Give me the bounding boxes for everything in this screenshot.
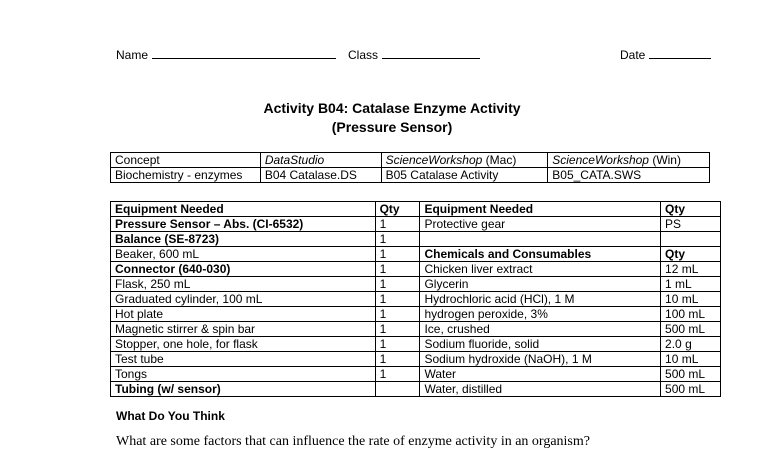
equipment-qty: 1 <box>375 277 420 292</box>
equipment-header-row <box>111 202 721 217</box>
section-heading: What Do You Think <box>116 409 225 423</box>
equipment-qty: 1 <box>375 307 420 322</box>
chemical-qty: 500 mL <box>661 382 721 397</box>
table-row <box>111 382 721 397</box>
name-label: Name <box>116 48 149 62</box>
qty-header: Qty <box>375 202 420 217</box>
chemical-qty: Qty <box>661 247 721 262</box>
sw-win-file: B05_CATA.SWS <box>548 168 710 183</box>
equipment-header: Equipment Needed <box>111 202 376 217</box>
equipment-item: Connector (640-030) <box>111 262 376 277</box>
chemical-qty: 2.0 g <box>661 337 721 352</box>
software-value-row <box>111 168 710 183</box>
chemical-item: Hydrochloric acid (HCl), 1 M <box>420 292 661 307</box>
equipment-qty: 1 <box>375 322 420 337</box>
equipment-item: Pressure Sensor – Abs. (CI-6532) <box>111 217 376 232</box>
equipment-rows <box>111 217 721 397</box>
sw-mac-header: ScienceWorkshop (Mac) <box>381 153 548 168</box>
name-blank[interactable] <box>152 46 336 59</box>
chemical-item: hydrogen peroxide, 3% <box>420 307 661 322</box>
chemical-item: Ice, crushed <box>420 322 661 337</box>
chemical-item: Water, distilled <box>420 382 661 397</box>
equipment-item: Balance (SE-8723) <box>111 232 376 247</box>
chemical-qty: 100 mL <box>661 307 721 322</box>
sw-win-header: ScienceWorkshop (Win) <box>548 153 710 168</box>
table-row <box>111 337 721 352</box>
equipment-header: Equipment Needed <box>420 202 661 217</box>
table-row <box>111 292 721 307</box>
table-row <box>111 247 721 262</box>
datastudio-header: DataStudio <box>260 153 381 168</box>
date-field[interactable] <box>620 46 711 62</box>
table-row <box>111 352 721 367</box>
equipment-item: Tongs <box>111 367 376 382</box>
chemical-qty: 500 mL <box>661 367 721 382</box>
chemical-qty: PS <box>661 217 721 232</box>
qty-header: Qty <box>661 202 721 217</box>
table-row <box>111 277 721 292</box>
equipment-qty: 1 <box>375 367 420 382</box>
datastudio-file: B04 Catalase.DS <box>260 168 381 183</box>
chemical-item <box>420 232 661 247</box>
chemical-qty: 10 mL <box>661 352 721 367</box>
chemical-qty: 12 mL <box>661 262 721 277</box>
sw-mac-file: B05 Catalase Activity <box>381 168 548 183</box>
section-question: What are some factors that can influence the rate of enzyme activity in an organism? <box>116 434 590 449</box>
chemical-qty: 10 mL <box>661 292 721 307</box>
equipment-qty: 1 <box>375 232 420 247</box>
chemical-item: Chemicals and Consumables <box>420 247 661 262</box>
chemical-item: Chicken liver extract <box>420 262 661 277</box>
software-table <box>110 152 710 183</box>
equipment-item: Hot plate <box>111 307 376 322</box>
equipment-qty: 1 <box>375 262 420 277</box>
equipment-item: Stopper, one hole, for flask <box>111 337 376 352</box>
equipment-item: Test tube <box>111 352 376 367</box>
chemical-qty: 500 mL <box>661 322 721 337</box>
chemical-item: Sodium hydroxide (NaOH), 1 M <box>420 352 661 367</box>
date-blank[interactable] <box>649 46 711 59</box>
activity-title: Activity B04: Catalase Enzyme Activity <box>263 100 521 116</box>
equipment-qty: 1 <box>375 337 420 352</box>
table-row <box>111 322 721 337</box>
equipment-item: Magnetic stirrer & spin bar <box>111 322 376 337</box>
table-row <box>111 367 721 382</box>
equipment-item: Flask, 250 mL <box>111 277 376 292</box>
equipment-item: Beaker, 600 mL <box>111 247 376 262</box>
equipment-qty <box>375 382 420 397</box>
equipment-qty: 1 <box>375 292 420 307</box>
chemical-item: Water <box>420 367 661 382</box>
table-row <box>111 262 721 277</box>
chemical-item: Sodium fluoride, solid <box>420 337 661 352</box>
equipment-item: Tubing (w/ sensor) <box>111 382 376 397</box>
equipment-qty: 1 <box>375 352 420 367</box>
chemical-item: Protective gear <box>420 217 661 232</box>
software-header-row <box>111 153 710 168</box>
chemical-qty: 1 mL <box>661 277 721 292</box>
activity-subtitle: (Pressure Sensor) <box>331 119 453 135</box>
equipment-qty: 1 <box>375 217 420 232</box>
name-field[interactable] <box>116 46 336 62</box>
table-row <box>111 307 721 322</box>
class-label: Class <box>348 48 379 62</box>
concept-header: Concept <box>111 153 261 168</box>
table-row <box>111 232 721 247</box>
table-row <box>111 217 721 232</box>
date-label: Date <box>620 48 646 62</box>
class-blank[interactable] <box>382 46 480 59</box>
chemical-item: Glycerin <box>420 277 661 292</box>
equipment-qty: 1 <box>375 247 420 262</box>
concept-value: Biochemistry - enzymes <box>111 168 261 183</box>
equipment-table <box>110 201 721 397</box>
chemical-qty <box>661 232 721 247</box>
equipment-item: Graduated cylinder, 100 mL <box>111 292 376 307</box>
class-field[interactable] <box>348 46 480 62</box>
